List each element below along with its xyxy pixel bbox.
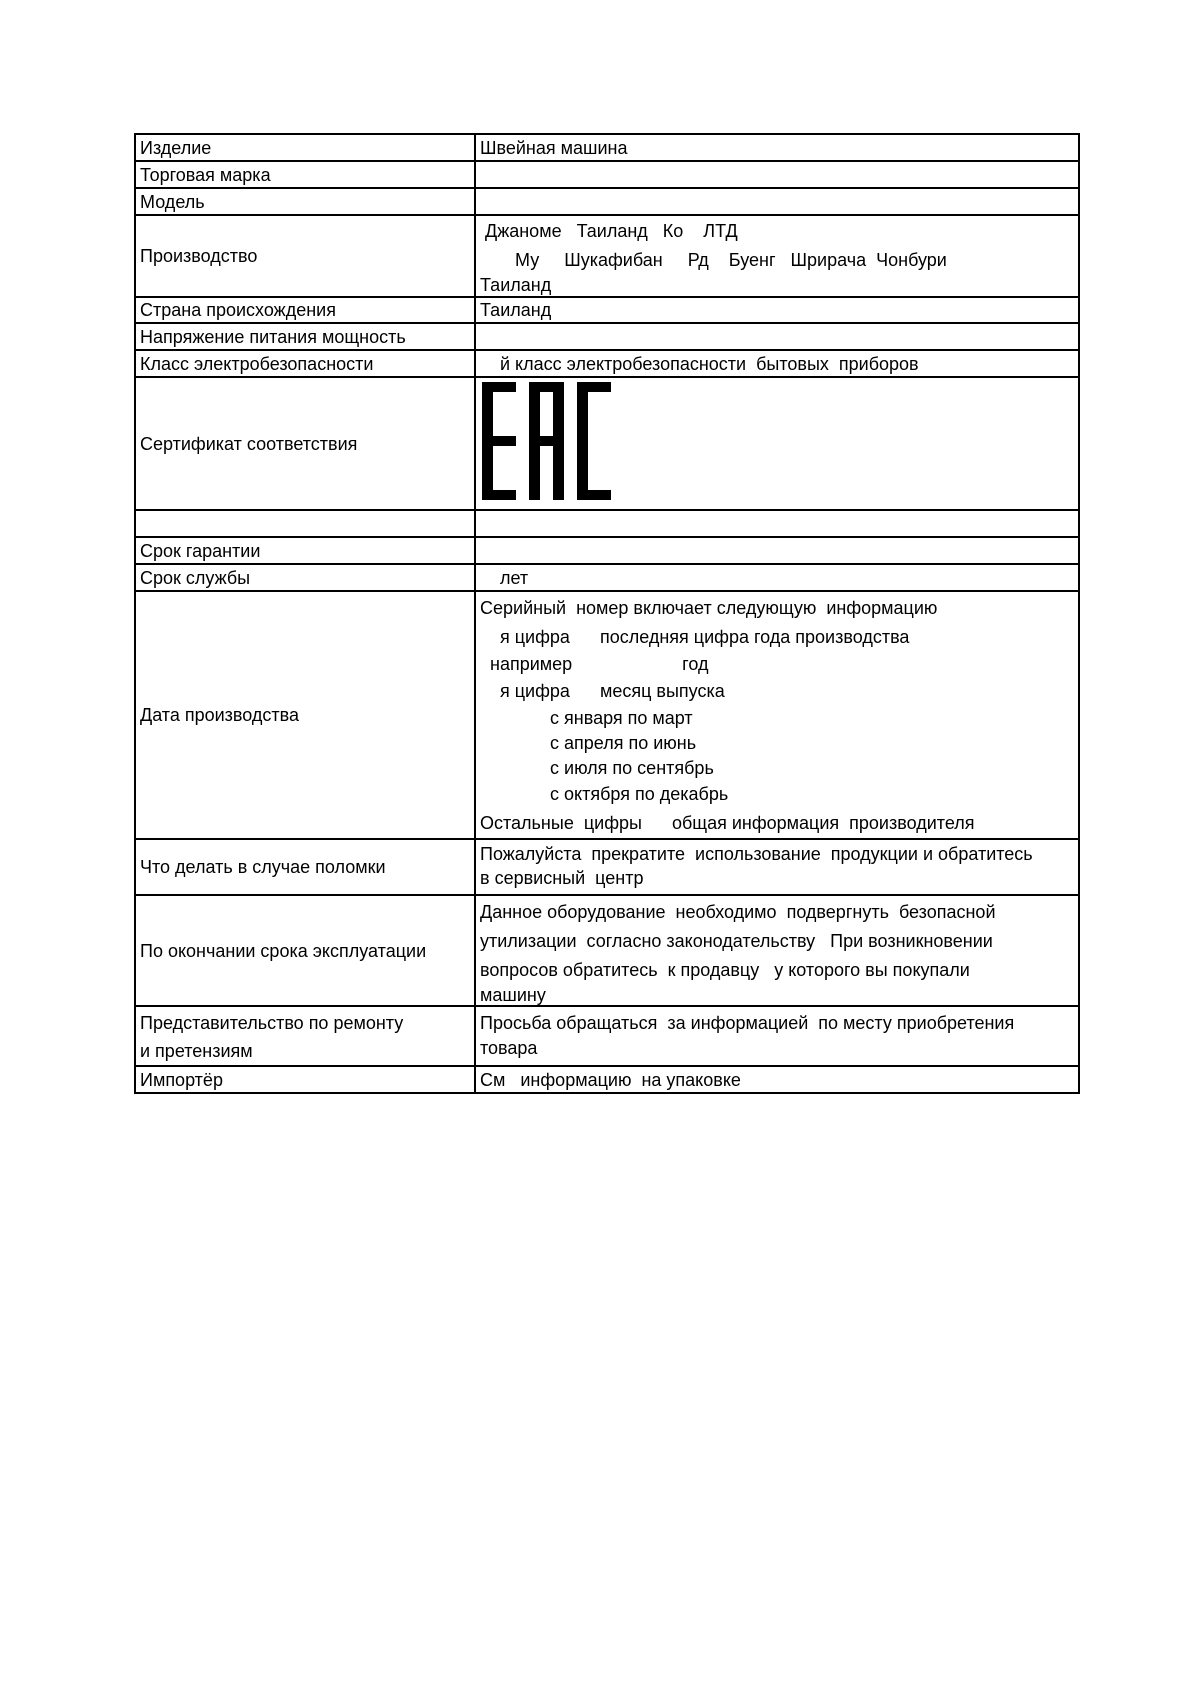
table-row [135,591,1079,839]
row-value [475,323,1079,350]
row-value: лет [475,564,1079,591]
row-label: Что делать в случае поломки [135,839,475,895]
row-value: Данное оборудование необходимо подвергнуть безопасной утилизации согласно законодательству При возникновении вопросов обратитесь к продавцу у которого вы покупали машину [475,895,1079,1006]
row-label: Страна происхождения [135,297,475,323]
row-value: Просьба обращаться за информацией по месту приобретения товара [475,1006,1079,1066]
row-value: й класс электробезопасности бытовых приборов [475,350,1079,377]
row-label: Класс электробезопасности [135,350,475,377]
row-value: См информацию на упаковке [475,1066,1079,1093]
row-value: Серийный номер включает следующую информацию я цифра последняя цифра года производства например год я цифра месяц выпуска с января по март с апреля по июнь с июля по сентябрь с октября по декабрь Остальные цифры общая информация производителя [475,591,1079,839]
table-row [135,510,1079,537]
row-label: Представительство по ремонту и претензиям [135,1006,475,1066]
table-row [135,1066,1079,1093]
table-row [135,323,1079,350]
table-row [135,350,1079,377]
table-row [135,161,1079,188]
table-row [135,537,1079,564]
row-label: Сертификат соответствия [135,377,475,510]
row-value [475,537,1079,564]
product-info-table [134,133,1080,1094]
row-value [475,188,1079,215]
row-label: Изделие [135,134,475,161]
table-row [135,1006,1079,1066]
row-label: Дата производства [135,591,475,839]
table-row [135,377,1079,510]
table-row [135,839,1079,895]
row-label: По окончании срока эксплуатации [135,895,475,1006]
table-row [135,297,1079,323]
row-label: Срок службы [135,564,475,591]
row-label [135,510,475,537]
row-value: Швейная машина [475,134,1079,161]
table-row [135,134,1079,161]
row-value [475,377,1079,510]
table-row [135,564,1079,591]
table-row [135,895,1079,1006]
table-row [135,215,1079,297]
product-info-sheet [134,133,1078,1094]
row-value: Джаноме Таиланд Ко ЛТД Му Шукафибан Рд Буенг Шрирача Чонбури Таиланд [475,215,1079,297]
eac-mark-icon [482,382,612,500]
row-label: Импортёр [135,1066,475,1093]
row-label: Срок гарантии [135,537,475,564]
row-value [475,510,1079,537]
row-value [475,161,1079,188]
row-label: Производство [135,215,475,297]
row-label: Модель [135,188,475,215]
table-row [135,188,1079,215]
row-label: Напряжение питания мощность [135,323,475,350]
row-label: Торговая марка [135,161,475,188]
row-value: Пожалуйста прекратите использование продукции и обратитесь в сервисный центр [475,839,1079,895]
row-value: Таиланд [475,297,1079,323]
